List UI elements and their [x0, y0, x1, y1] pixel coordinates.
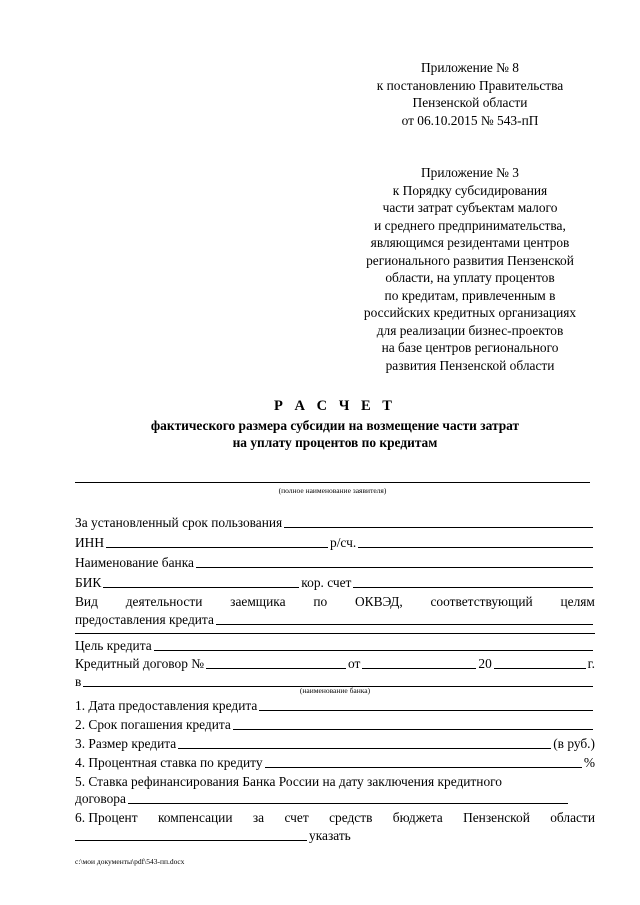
item-1-row [75, 696, 595, 714]
item-5-row [75, 772, 595, 790]
activity-row [75, 592, 595, 610]
item-4-label: 4. Процентная ставка по кредиту [75, 755, 263, 770]
item-3-label: 3. Размер кредита [75, 736, 177, 751]
item-6-word: за [252, 810, 265, 825]
account-label: р/сч. [330, 535, 357, 550]
activity-row-2 [75, 610, 595, 628]
item-6-field[interactable] [75, 829, 307, 841]
period-row [75, 513, 595, 531]
inn-field[interactable] [106, 536, 328, 548]
item-6-row-2 [75, 826, 595, 844]
activity-word: по [313, 594, 328, 609]
applicant-name-field[interactable] [75, 482, 590, 483]
item-2-field[interactable] [233, 718, 593, 730]
corr-account-field[interactable] [353, 576, 593, 588]
contract-year-suffix: г. [587, 656, 595, 671]
contract-date-field[interactable] [362, 657, 476, 669]
activity-word: ОКВЭД, [354, 594, 403, 609]
period-label: За установленный срок пользования [75, 515, 283, 530]
activity-extra-field[interactable] [75, 633, 595, 634]
appendix-3-line: развития Пензенской области [385, 357, 555, 373]
appendix-3-line: на базе центров регионального [381, 340, 559, 355]
activity-label-2: предоставления кредита [75, 612, 214, 627]
appendix-3-line: являющимся резидентами центров [370, 235, 570, 250]
item-6-word: бюджета [392, 810, 443, 825]
contract-from-label: от [348, 656, 361, 671]
appendix-3-line: части затрат субъектам малого [382, 200, 558, 215]
account-field[interactable] [358, 536, 593, 548]
activity-field[interactable] [216, 613, 593, 625]
appendix-3-line: регионального развития Пензенской [366, 252, 574, 268]
period-field[interactable] [284, 516, 593, 528]
bank-name-row [75, 553, 595, 571]
item-2-row [75, 715, 595, 733]
item-4-unit: % [583, 755, 595, 770]
activity-word: Вид [75, 594, 98, 609]
appendix-3-line: российских кредитных организациях [363, 305, 577, 320]
item-6-word: Пензенской [463, 810, 530, 825]
bank-name-field[interactable] [196, 556, 593, 568]
item-6-row [75, 808, 595, 826]
appendix-8-line: к постановлению Правительства [376, 77, 564, 93]
file-path-footer: c:\мои документы\pdf\543-пп.docx [75, 857, 185, 866]
item-5-row-2 [75, 789, 595, 807]
item-6-word: компенсации [157, 810, 233, 825]
appendix-3-line: к Порядку субсидирования [392, 182, 548, 198]
appendix-8-block [340, 59, 600, 129]
corr-account-label: кор. счет [301, 575, 352, 590]
bik-field[interactable] [103, 576, 299, 588]
item-3-field[interactable] [178, 737, 551, 749]
document-subtitle: фактического размера субсидии на возмещение части затрат [150, 418, 520, 433]
item-6-suffix: указать [309, 828, 351, 843]
purpose-field[interactable] [154, 639, 593, 651]
item-4-field[interactable] [265, 756, 582, 768]
item-3-row [75, 734, 595, 752]
inn-label: ИНН [75, 535, 105, 550]
activity-word: деятельности [125, 594, 203, 609]
inn-row [75, 533, 595, 551]
bik-label: БИК [75, 575, 102, 590]
bik-row [75, 573, 595, 591]
purpose-label: Цель кредита [75, 638, 152, 653]
activity-word: целям [560, 594, 595, 609]
appendix-8-line: Пензенской области [412, 95, 528, 110]
appendix-3-line: области, на уплату процентов [385, 270, 555, 285]
contract-row [75, 654, 595, 672]
item-6-word: области [550, 810, 595, 825]
item-6-word: средств [329, 810, 373, 825]
purpose-row [75, 636, 595, 654]
item-6-word: 6. Процент [75, 810, 138, 825]
applicant-caption: (полное наименование заявителя) [278, 486, 387, 495]
item-6-word: счет [284, 810, 309, 825]
bank-caption: (наименование банка) [299, 686, 371, 695]
contract-number-field[interactable] [206, 657, 346, 669]
item-2-label: 2. Срок погашения кредита [75, 717, 231, 732]
item-3-unit: (в руб.) [553, 736, 595, 751]
bank-name-label: Наименование банка [75, 555, 194, 570]
item-1-field[interactable] [259, 699, 593, 711]
appendix-8-line: Приложение № 8 [420, 60, 520, 75]
appendix-3-line: для реализации бизнес-проектов [376, 322, 564, 338]
item-1-label: 1. Дата предоставления кредита [75, 698, 258, 713]
contract-year-label: 20 [478, 656, 492, 671]
contract-year-field[interactable] [494, 657, 586, 669]
item-5-field[interactable] [128, 792, 568, 804]
appendix-3-line: по кредитам, привлеченным в [384, 287, 556, 303]
item-4-row [75, 753, 595, 771]
appendix-3-line: и среднего предпринимательства, [374, 217, 566, 233]
in-bank-label: в [75, 674, 82, 689]
appendix-8-line: от 06.10.2015 № 543-пП [401, 112, 539, 128]
appendix-3-block [340, 164, 600, 374]
activity-word: соответствующий [430, 594, 533, 609]
item-5-label: 5. Ставка рефинансирования Банка России на дату заключения кредитного [75, 774, 503, 789]
item-5-label-2: договора [75, 791, 126, 806]
contract-label: Кредитный договор № [75, 656, 205, 671]
document-title: Р А С Ч Е Т [274, 398, 396, 414]
document-subtitle: на уплату процентов по кредитам [232, 435, 438, 450]
document-heading [75, 398, 595, 451]
activity-word: заемщика [230, 594, 286, 609]
appendix-3-line: Приложение № 3 [420, 165, 520, 180]
